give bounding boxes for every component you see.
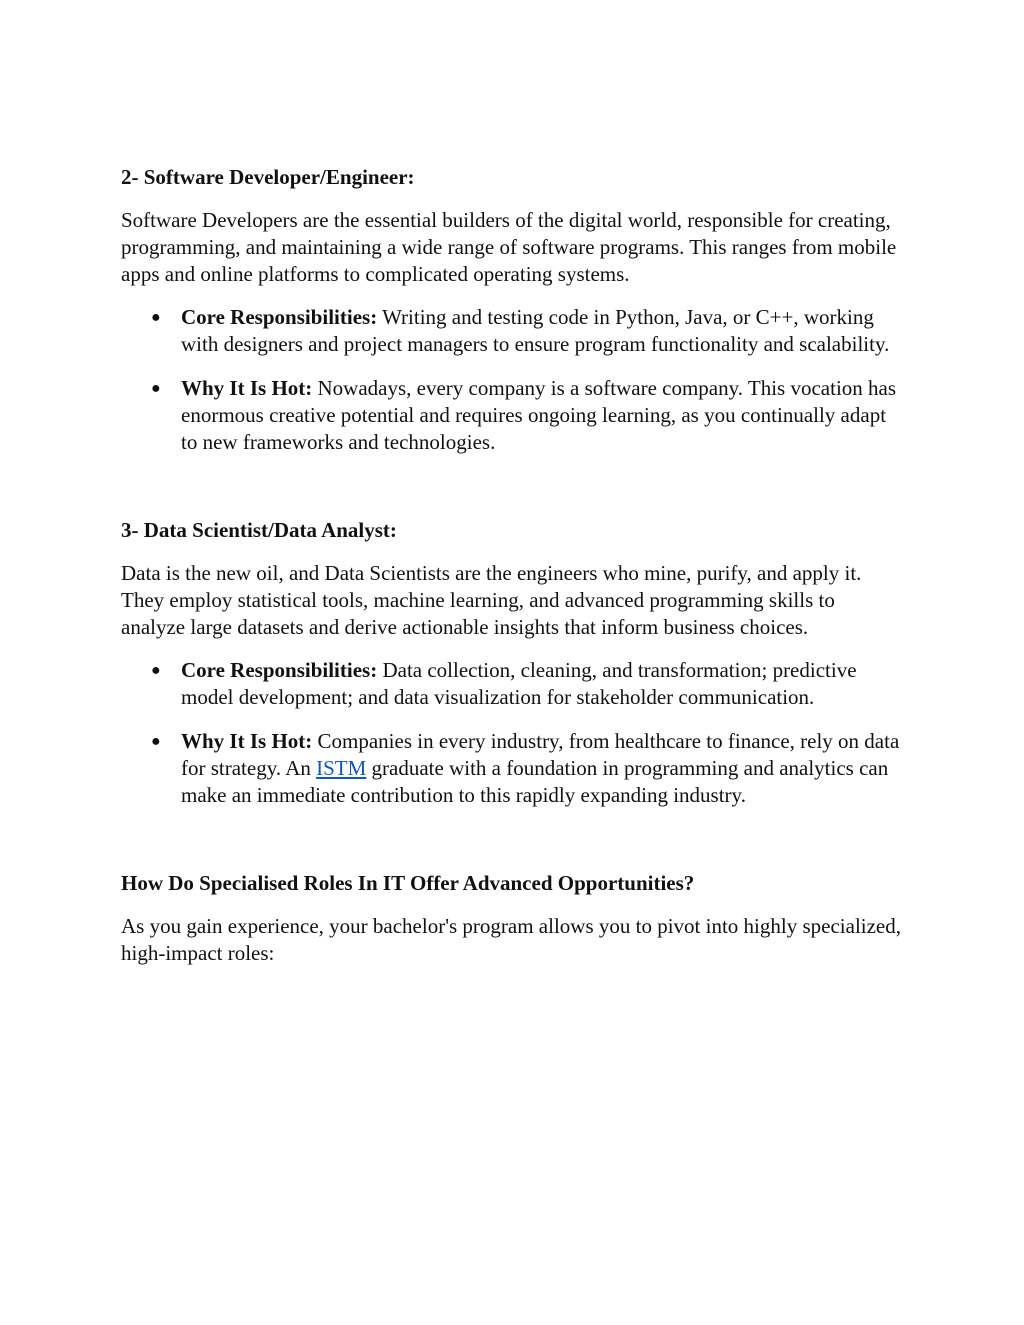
bullet-text-after-link: graduate with a foundation in programming and analytics can make an immediate contribution to this rapidly expanding industry.	[181, 756, 889, 807]
list-item	[121, 375, 901, 456]
data-scientist-bullets	[121, 657, 901, 809]
specialised-roles-heading: How Do Specialised Roles In IT Offer Advanced Opportunities?	[121, 871, 695, 895]
bullet-icon: ●	[151, 309, 161, 326]
software-developer-intro: Software Developers are the essential builders of the digital world, responsible for creating, programming, and maintaining a wide range of software programs. This ranges from mobile apps and online platforms to complicated operating systems.	[121, 208, 897, 286]
bullet-text: Writing and testing code in Python, Java, or C++, working with designers and project managers to ensure program functionality and scalability.	[181, 305, 890, 356]
bullet-text: Data collection, cleaning, and transformation; predictive model development; and data visualization for stakeholder communication.	[181, 658, 857, 709]
list-item	[121, 728, 901, 809]
bullet-label: Core Responsibilities:	[181, 658, 378, 682]
bullet-icon: ●	[151, 733, 161, 750]
bullet-icon: ●	[151, 380, 161, 397]
bullet-label: Core Responsibilities:	[181, 305, 378, 329]
bullet-text: Nowadays, every company is a software company. This vocation has enormous creative potential and requires ongoing learning, as you continually adapt to new frameworks and technologies.	[181, 376, 897, 454]
data-scientist-heading: 3- Data Scientist/Data Analyst:	[121, 518, 397, 542]
software-developer-bullets	[121, 304, 901, 456]
istm-link[interactable]: ISTM	[316, 756, 367, 780]
bullet-text-before-link: Companies in every industry, from healthcare to finance, rely on data for strategy. An	[181, 729, 900, 780]
document-page	[121, 164, 901, 967]
software-developer-heading: 2- Software Developer/Engineer:	[121, 165, 415, 189]
list-item	[121, 304, 901, 358]
list-item	[121, 657, 901, 711]
bullet-label: Why It Is Hot:	[181, 729, 313, 753]
bullet-label: Why It Is Hot:	[181, 376, 313, 400]
specialised-roles-intro: As you gain experience, your bachelor's program allows you to pivot into highly specialized, high-impact roles:	[121, 914, 902, 965]
bullet-icon: ●	[151, 662, 161, 679]
data-scientist-intro: Data is the new oil, and Data Scientists are the engineers who mine, purify, and apply it. They employ statistical tools, machine learning, and advanced programming skills to analyze large datasets and derive actionable insights that inform business choices.	[121, 561, 862, 639]
